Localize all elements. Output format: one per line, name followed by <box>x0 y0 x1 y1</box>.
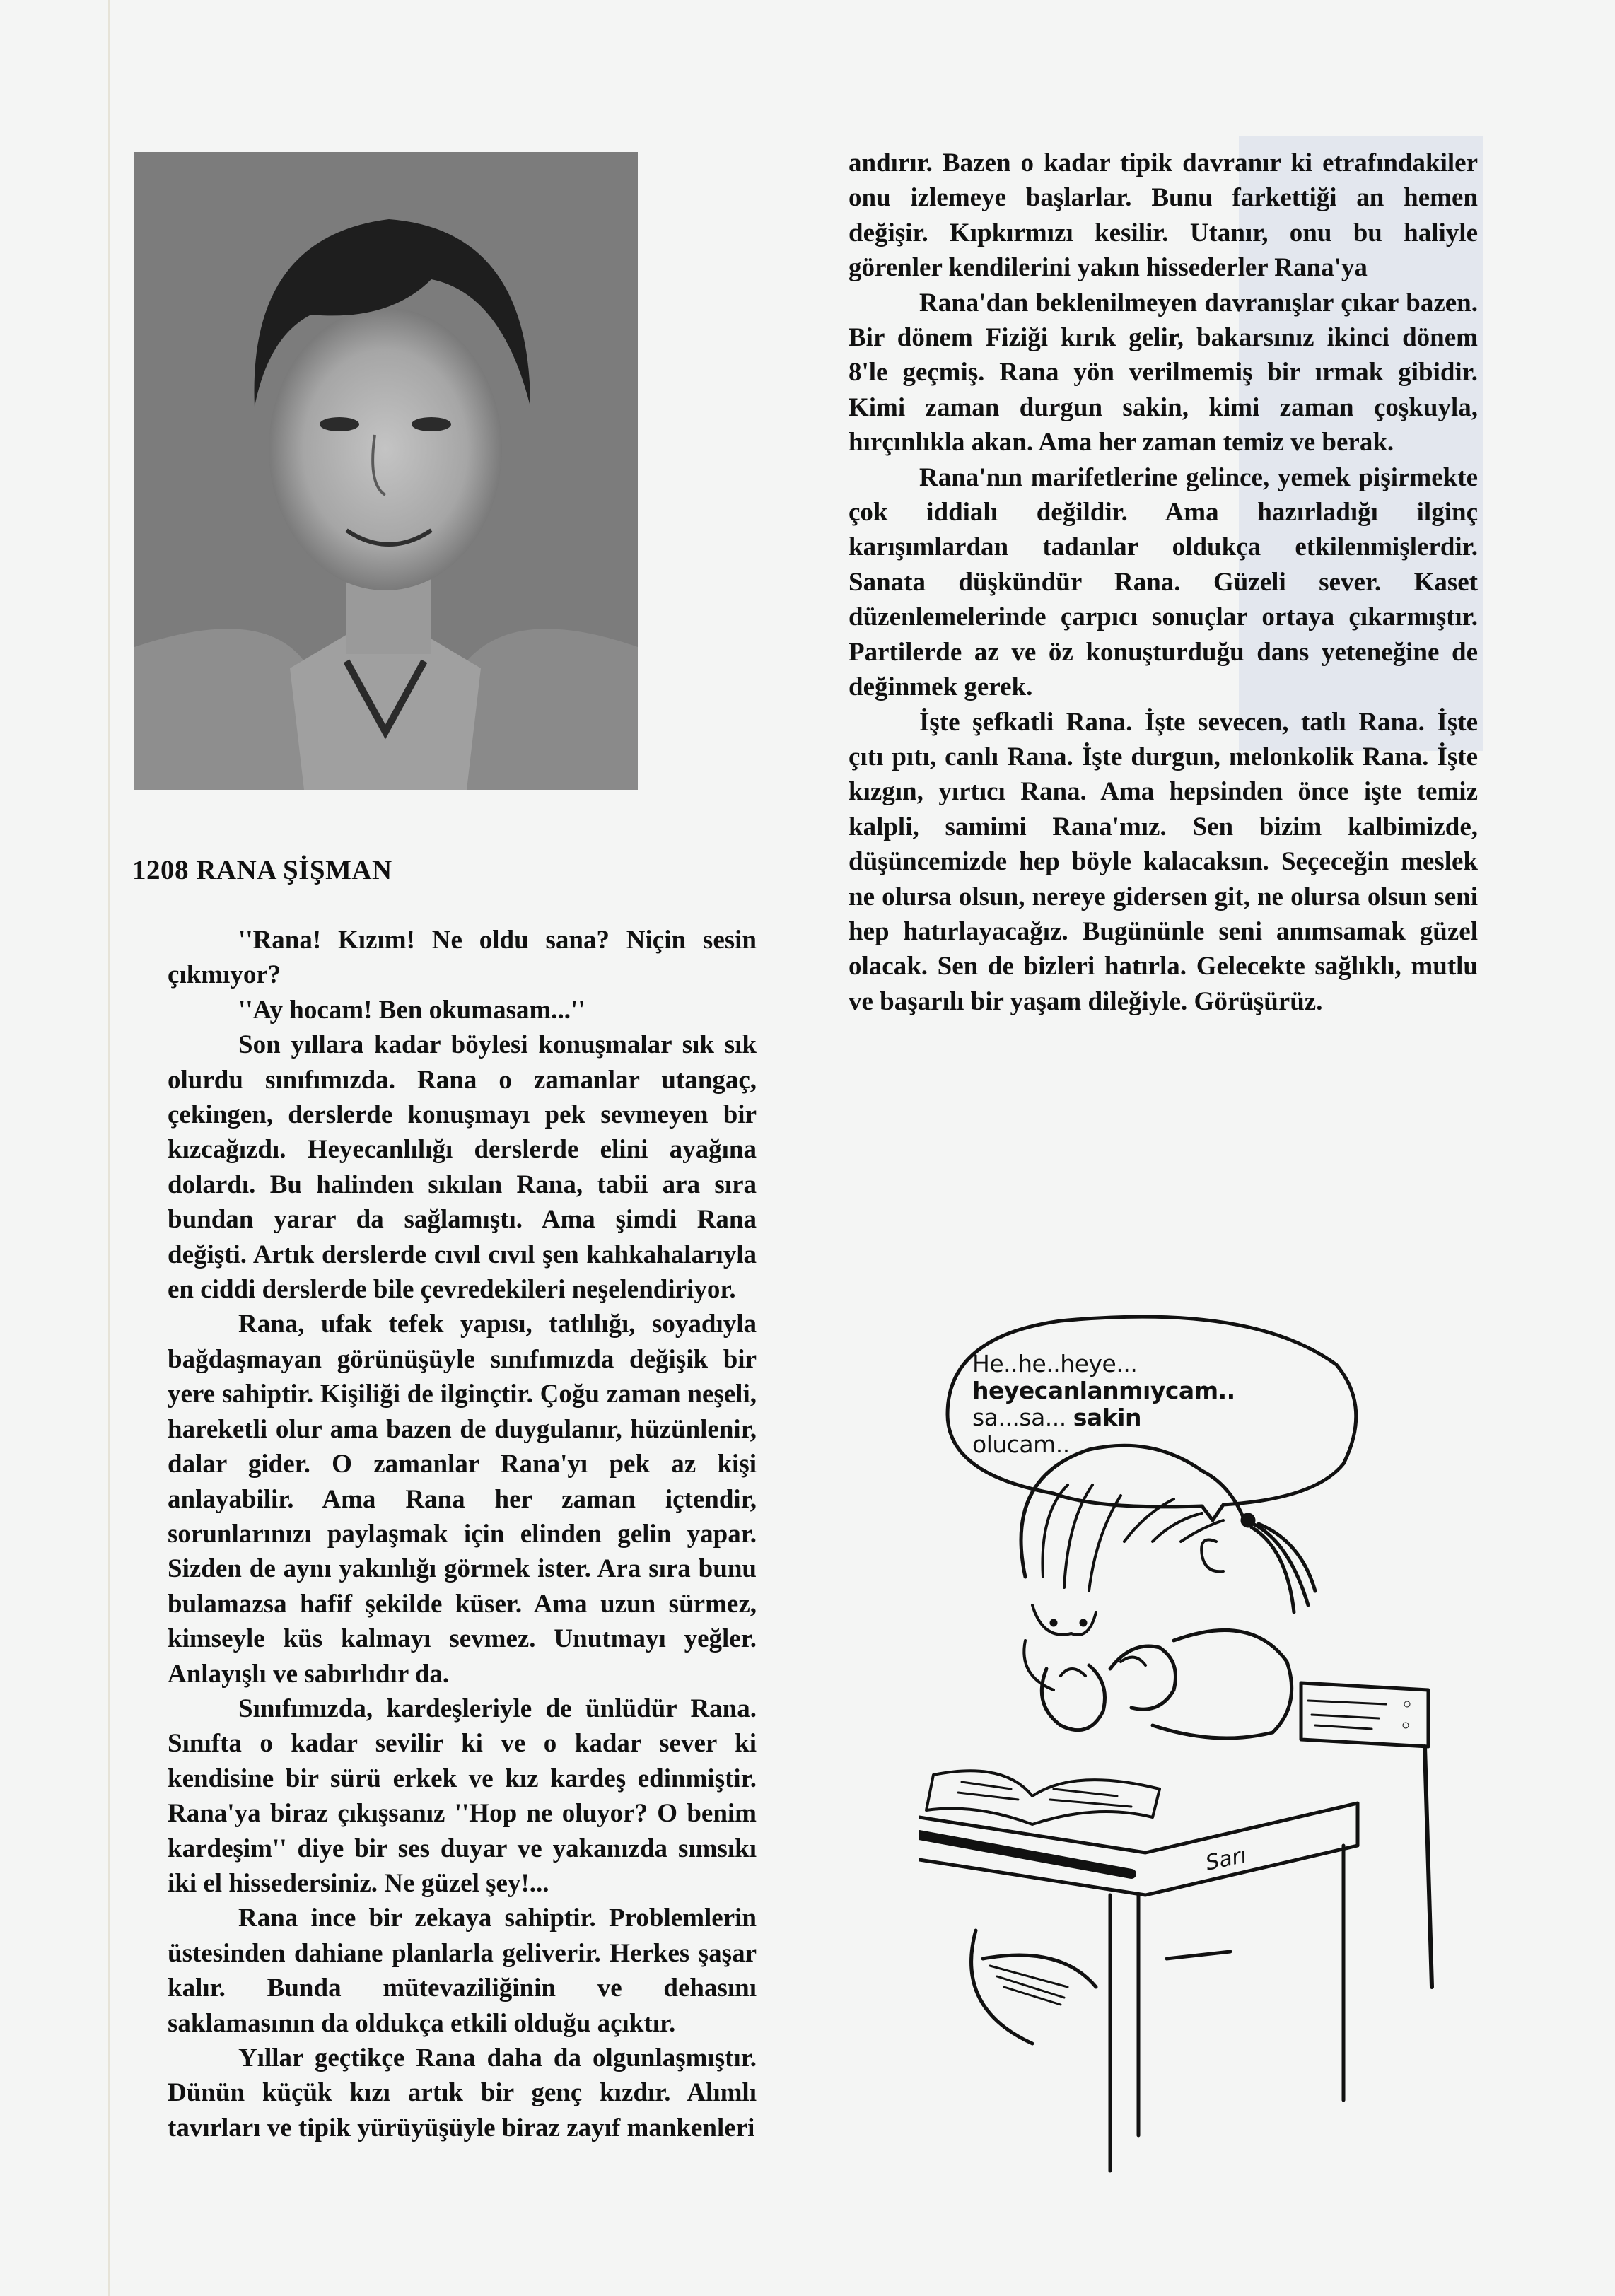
paragraph: ''Ay hocam! Ben okumasam...'' <box>238 995 585 1025</box>
left-text-column <box>168 923 757 2145</box>
speech-bubble-text <box>972 1351 1235 1458</box>
paragraph: Yıllar geçtikçe Rana daha da olgunlaşmıştır. Dünün küçük kızı artık bir genç kızdır. Alımlı tavırları ve tipik yürüyüşüyle biraz zayıf mankenleri <box>168 2044 757 2143</box>
paragraph: Rana'dan beklenilmeyen davranışlar çıkar bazen. Bir dönem Fiziği kırık gelir, bakarsınız ikinci dönem 8'le geçmiş. Rana yön verilmemiş bir ırmak gibidir. Kimi zaman durgun sakin, kimi zaman çoşkuyla, hırçınlıkla akan. Ama her zaman temiz ve berak. <box>849 288 1478 458</box>
paragraph: Sınıfımızda, kardeşleriyle de ünlüdür Rana. Sınıfta o kadar sevilir ki ve o kadar sever ki kendisine bir sürü erkek ve kız kardeş edinmiştir. Rana'ya biraz çıkışsanız ''Hop ne oluyor? O benim kardeşim'' diye bir ses duyar ve yakanızda sımsıkı iki el hissedersiniz. Ne güzel şey!... <box>168 1694 757 1898</box>
portrait-photo <box>134 152 638 790</box>
paragraph: Rana'nın marifetlerine gelince, yemek pişirmekte çok iddialı değildir. Ama hazırladığı ilginç karışımlardan tadanlar oldukça etkilenmişlerdir. Sanata düşkündür Rana. Güzeli sever. Kaset düzenlemelerinde çarpıcı sonuçlar ortaya çıkarmıştır. Partilerde az ve öz konuşturduğu dans yeteneğine de değinmek gerek. <box>849 462 1478 702</box>
paragraph: andırır. Bazen o kadar tipik davranır ki etrafındakiler onu izlemeye başlarlar. Bunu farkettiği an hemen değişir. Kıpkırmızı kesilir. Utanır, onu bu haliyle görenler kendilerini yakın hissederler Rana'ya <box>849 148 1478 283</box>
cartoon-illustration <box>919 1308 1457 2178</box>
portrait-illustration <box>134 152 638 790</box>
speech-line: He..he..heye... <box>972 1350 1138 1377</box>
speech-line: sa...sa... sakin <box>972 1404 1141 1431</box>
face <box>1032 1605 1096 1635</box>
hands <box>1042 1646 1175 1730</box>
open-book <box>926 1771 1160 1824</box>
scan-page-edge <box>108 0 110 2296</box>
ponytail <box>1244 1520 1315 1612</box>
student-name-heading: 1208 RANA ŞİŞMAN <box>132 855 392 885</box>
paragraph: Rana ince bir zekaya sahiptir. Problemlerin üstesinden dahiane planlarla geliverir. Herkes şaşar kalır. Bunda mütevaziliğinin ve dehasını saklamasının da oldukça etkili olduğu açıktır. <box>168 1904 757 2038</box>
paragraph: İşte şefkatli Rana. İşte sevecen, tatlı Rana. İşte çıtı pıtı, canlı Rana. İşte durgun, melonkolik Rana. İşte kızgın, yırtıcı Rana. Ama hepsinden önce işte temiz kalpli, samimi Rana'mız. Sen bizim kalbimizde, düşüncemizde hep böyle kalacaksın. Seçeceğin meslek ne olursa olsun, nereye gidersen git, ne olursa olsun seni hep hatırlayacağız. Bugününle seni anımsamak güzel olacak. Sen de bizleri hatırla. Gelecekte sağlıklı, mutlu ve başarılı bir yaşam dileğiyle. Görüşürüz. <box>849 707 1478 1016</box>
right-text-column <box>849 146 1478 1019</box>
speech-line: heyecanlanmıycam.. <box>972 1377 1235 1404</box>
speech-line: olucam.. <box>972 1430 1070 1458</box>
paragraph: Son yıllara kadar böylesi konuşmalar sık sık olurdu sınıfımızda. Rana o zamanlar utangaç, çekingen, derslerde konuşmayı pek sevmeyen bir kızcağızdı. Heyecanlılığı derslerde elini ayağına dolardı. Bu halinden sıkılan Rana, tabii ara sıra bundan yarar da sağlamıştı. Ama şimdi Rana değişti. Artık derslerde cıvıl cıvıl şen kahkahalarıyla en ciddi derslerde bile çevredekileri neşelendiriyor. <box>168 1030 757 1305</box>
hair <box>1021 1445 1244 1577</box>
paragraph: ''Rana! Kızım! Ne oldu sana? Niçin sesin çıkmıyor? <box>168 926 757 990</box>
paragraph: Rana, ufak tefek yapısı, tatlılığı, soyadıyla bağdaşmayan görünüşüyle sınıfımızda değişik bir yere sahiptir. Kişiliği de ilginçtir. Çoğu zaman neşeli, hareketli olur ama bazen de duygulanır, hüzünlenir, dalar gider. O zamanlar Rana'yı pek az kişi anlayabilir. Ama Rana her zaman içtendir, sorunlarınızı paylaşmak için elinden gelin yapar. Sizden de aynı yakınlığı görmek ister. Ara sıra bunu bulamazsa hafif şekilde küser. Ama uzun sürmez, kimseyle küs kalmayı sevmez. Unutmayı yeğler. Anlayışlı ve sabırlıdır da. <box>168 1310 757 1689</box>
artist-signature: Sarı <box>1203 1843 1249 1876</box>
